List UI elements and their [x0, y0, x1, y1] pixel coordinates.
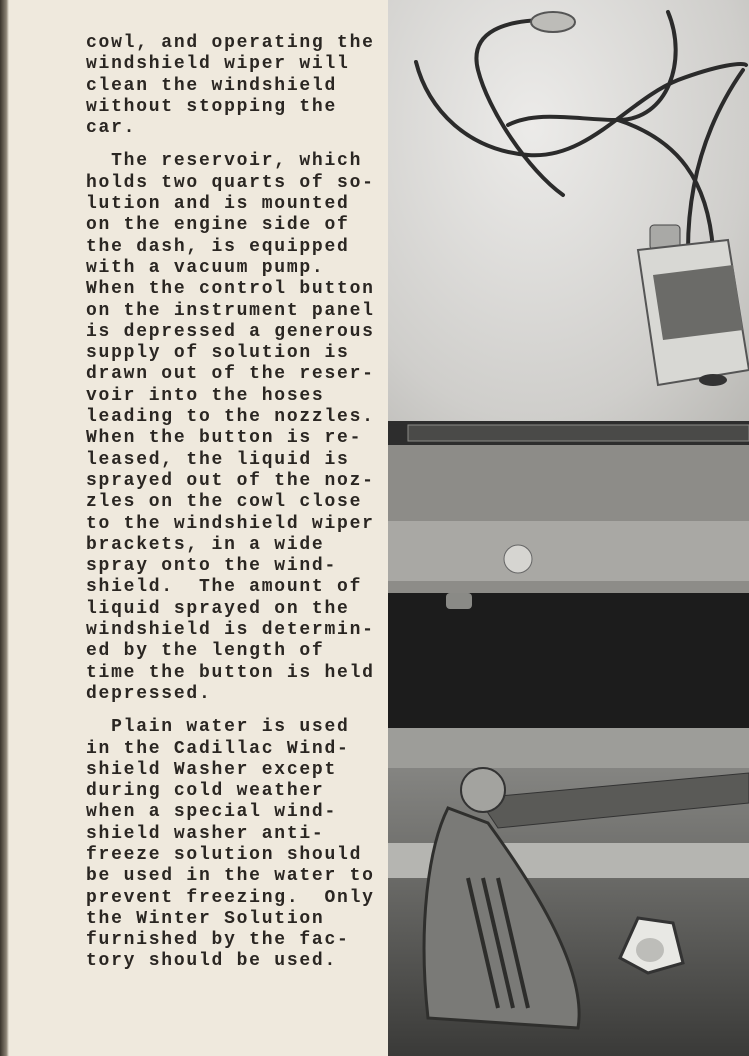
text-line: Plain water is used [86, 717, 350, 738]
text-line: with a vacuum pump. [86, 257, 325, 278]
text-line: brackets, in a wide [86, 534, 325, 555]
body-text [86, 33, 386, 985]
text-line: leading to the nozzles. [86, 407, 375, 428]
text-line: the Winter Solution [86, 908, 325, 929]
text-line: cowl, and operating the [86, 33, 375, 53]
text-line: voir into the hoses [86, 385, 325, 406]
text-line: time the button is held [86, 662, 375, 683]
text-line: The reservoir, which [86, 151, 363, 172]
text-line: shield. The amount of [86, 577, 363, 598]
text-line: shield Washer except [86, 759, 338, 780]
text-line: tory should be used. [86, 951, 338, 972]
text-line: depressed. [86, 683, 212, 704]
text-line: sprayed out of the noz- [86, 470, 375, 491]
text-line: car. [86, 118, 137, 139]
page-binding-edge [0, 0, 9, 1056]
paragraph-1 [86, 33, 386, 139]
photo-instrument-panel [388, 421, 749, 728]
text-line: to the windshield wiper [86, 513, 375, 534]
text-line: supply of solution is [86, 343, 350, 364]
text-line: furnished by the fac- [86, 930, 350, 951]
photo-wiper-and-nozzle [388, 728, 749, 1056]
photo-reservoir-and-hoses [388, 0, 749, 421]
text-line: is depressed a generous [86, 321, 375, 342]
text-line: clean the windshield [86, 75, 338, 96]
text-line: on the engine side of [86, 215, 350, 236]
text-line: spray onto the wind- [86, 556, 338, 577]
text-line: prevent freezing. Only [86, 887, 375, 908]
text-line: drawn out of the reser- [86, 364, 375, 385]
text-line: the dash, is equipped [86, 236, 350, 257]
text-line: during cold weather [86, 781, 325, 802]
text-line: when a special wind- [86, 802, 338, 823]
text-line: When the button is re- [86, 428, 363, 449]
text-line: When the control button [86, 279, 375, 300]
text-line: lution and is mounted [86, 194, 350, 215]
text-line: shield washer anti- [86, 823, 325, 844]
text-line: freeze solution should [86, 844, 363, 865]
text-line: zles on the cowl close [86, 492, 363, 513]
text-line: holds two quarts of so- [86, 172, 375, 193]
paragraph-3 [86, 717, 386, 973]
text-line: be used in the water to [86, 866, 375, 887]
text-line: ed by the length of [86, 641, 325, 662]
text-line: leased, the liquid is [86, 449, 350, 470]
text-line: windshield wiper will [86, 54, 350, 75]
text-line: in the Cadillac Wind- [86, 738, 350, 759]
text-line: without stopping the [86, 96, 338, 117]
text-line: liquid sprayed on the [86, 598, 350, 619]
text-line: windshield is determin- [86, 620, 375, 641]
text-line: on the instrument panel [86, 300, 375, 321]
paragraph-2 [86, 151, 386, 705]
